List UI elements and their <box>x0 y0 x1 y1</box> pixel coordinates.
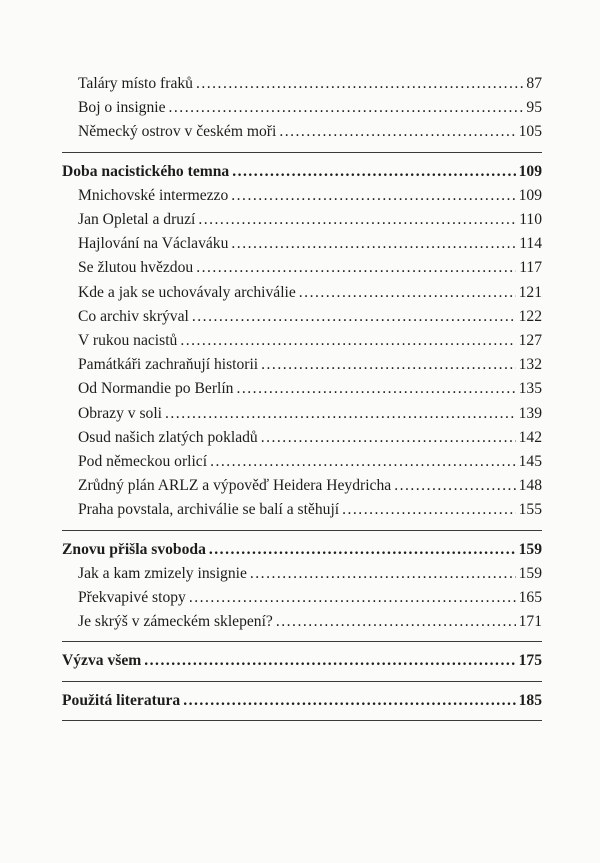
toc-entry-page: 95 <box>526 99 542 117</box>
toc-entry-page: 155 <box>518 501 542 519</box>
toc-entry-title: Je skrýš v zámeckém sklepení? <box>78 613 273 631</box>
dot-leader <box>198 208 516 232</box>
toc-entry[interactable] <box>62 586 542 610</box>
toc-entry[interactable] <box>62 72 542 96</box>
toc-entry-title: Německý ostrov v českém moři <box>78 123 277 141</box>
toc-entry-page: 132 <box>518 356 542 374</box>
toc-entry[interactable] <box>62 184 542 208</box>
dot-leader <box>299 281 516 305</box>
toc-entry-title: Kde a jak se uchovávaly archiválie <box>78 283 296 301</box>
dot-leader <box>169 96 524 120</box>
toc-entry[interactable] <box>62 353 542 377</box>
dot-leader <box>183 689 515 713</box>
toc-entry-page: 121 <box>518 283 542 301</box>
toc-entry[interactable] <box>62 402 542 426</box>
toc-entry-title: Zrůdný plán ARLZ a výpověď Heidera Heydricha <box>78 477 392 495</box>
divider <box>62 720 542 721</box>
dot-leader <box>144 649 515 673</box>
dot-leader <box>192 305 516 329</box>
toc-entry-title: Praha povstala, archiválie se balí a stěhují <box>78 501 340 519</box>
toc-entry-title: Jak a kam zmizely insignie <box>78 564 247 582</box>
toc-entry-page: 109 <box>518 186 542 204</box>
dot-leader <box>196 72 523 96</box>
dot-leader <box>189 586 516 610</box>
toc-entry-page: 159 <box>518 564 542 582</box>
toc-entry-title: Boj o insignie <box>78 99 166 117</box>
toc-entry-title: Obrazy v soli <box>78 404 163 422</box>
toc-chapter-page: 159 <box>518 540 542 558</box>
toc-chapter[interactable] <box>62 689 542 713</box>
toc-chapter[interactable] <box>62 538 542 562</box>
toc-entry-page: 135 <box>518 380 542 398</box>
toc-entry-title: Pod německou orlicí <box>78 453 208 471</box>
toc-entry-title: Osud našich zlatých pokladů <box>78 428 258 446</box>
toc-chapter-page: 109 <box>518 162 542 180</box>
toc-chapter-page: 175 <box>518 652 542 670</box>
toc-entry[interactable] <box>62 377 542 401</box>
toc-entry[interactable] <box>62 329 542 353</box>
dot-leader <box>209 538 516 562</box>
toc-chapter-title: Výzva všem <box>62 652 142 670</box>
toc-entry-page: 145 <box>518 453 542 471</box>
toc-chapter[interactable] <box>62 160 542 184</box>
dot-leader <box>250 562 516 586</box>
toc-chapter-title: Použitá literatura <box>62 691 181 709</box>
toc-entry-title: Taláry místo fraků <box>78 75 193 92</box>
toc-entry-page: 105 <box>518 123 542 141</box>
toc-entry[interactable] <box>62 208 542 232</box>
toc-entry-title: Hajlování na Václaváku <box>78 235 229 253</box>
toc-entry-page: 122 <box>518 307 542 325</box>
toc-entry-title: Památkáři zachraňují historii <box>78 356 259 374</box>
toc-entry-title: Jan Opletal a druzí <box>78 211 196 229</box>
toc-entry-title: V rukou nacistů <box>78 332 178 350</box>
toc-chapter-page: 185 <box>518 691 542 709</box>
toc-entry-page: 114 <box>519 235 542 253</box>
toc-entry[interactable] <box>62 426 542 450</box>
toc-entry[interactable] <box>62 96 542 120</box>
dot-leader <box>279 120 515 144</box>
dot-leader <box>261 353 515 377</box>
toc-entry[interactable] <box>62 120 542 144</box>
toc-entry[interactable] <box>62 610 542 634</box>
dot-leader <box>394 474 515 498</box>
toc-entry-title: Se žlutou hvězdou <box>78 259 194 277</box>
dot-leader <box>165 402 516 426</box>
toc-chapter-title: Znovu přišla svoboda <box>62 540 206 558</box>
toc-entry-page: 87 <box>526 75 542 92</box>
toc-entry-title: Co archiv skrýval <box>78 307 189 325</box>
dot-leader <box>261 426 516 450</box>
toc-entry[interactable] <box>62 281 542 305</box>
divider <box>62 152 542 153</box>
dot-leader <box>231 232 516 256</box>
dot-leader <box>232 160 515 184</box>
toc-entry-page: 148 <box>518 477 542 495</box>
toc-entry-page: 142 <box>518 428 542 446</box>
toc-entry-page: 139 <box>518 404 542 422</box>
toc-entry[interactable] <box>62 232 542 256</box>
toc-entry-page: 127 <box>518 332 542 350</box>
toc-entry-page: 117 <box>519 259 542 277</box>
toc-entry[interactable] <box>62 474 542 498</box>
toc-entry-page: 165 <box>518 589 542 607</box>
toc-chapter-title: Doba nacistického temna <box>62 162 230 180</box>
toc-entry-title: Mnichovské intermezzo <box>78 186 229 204</box>
divider <box>62 530 542 531</box>
toc-entry[interactable] <box>62 498 542 522</box>
toc-entry[interactable] <box>62 562 542 586</box>
toc-chapter[interactable] <box>62 649 542 673</box>
dot-leader <box>342 498 516 522</box>
dot-leader <box>236 377 515 401</box>
toc-entry-title: Překvapivé stopy <box>78 589 186 607</box>
dot-leader <box>231 184 515 208</box>
toc-entry-page: 110 <box>519 211 542 229</box>
toc-entry-page: 171 <box>518 613 542 631</box>
table-of-contents <box>62 72 542 728</box>
toc-entry[interactable] <box>62 305 542 329</box>
toc-entry[interactable] <box>62 450 542 474</box>
dot-leader <box>210 450 516 474</box>
dot-leader <box>276 610 516 634</box>
dot-leader <box>196 256 516 280</box>
dot-leader <box>180 329 515 353</box>
toc-entry[interactable] <box>62 256 542 280</box>
divider <box>62 681 542 682</box>
toc-entry-title: Od Normandie po Berlín <box>78 380 234 398</box>
divider <box>62 641 542 642</box>
